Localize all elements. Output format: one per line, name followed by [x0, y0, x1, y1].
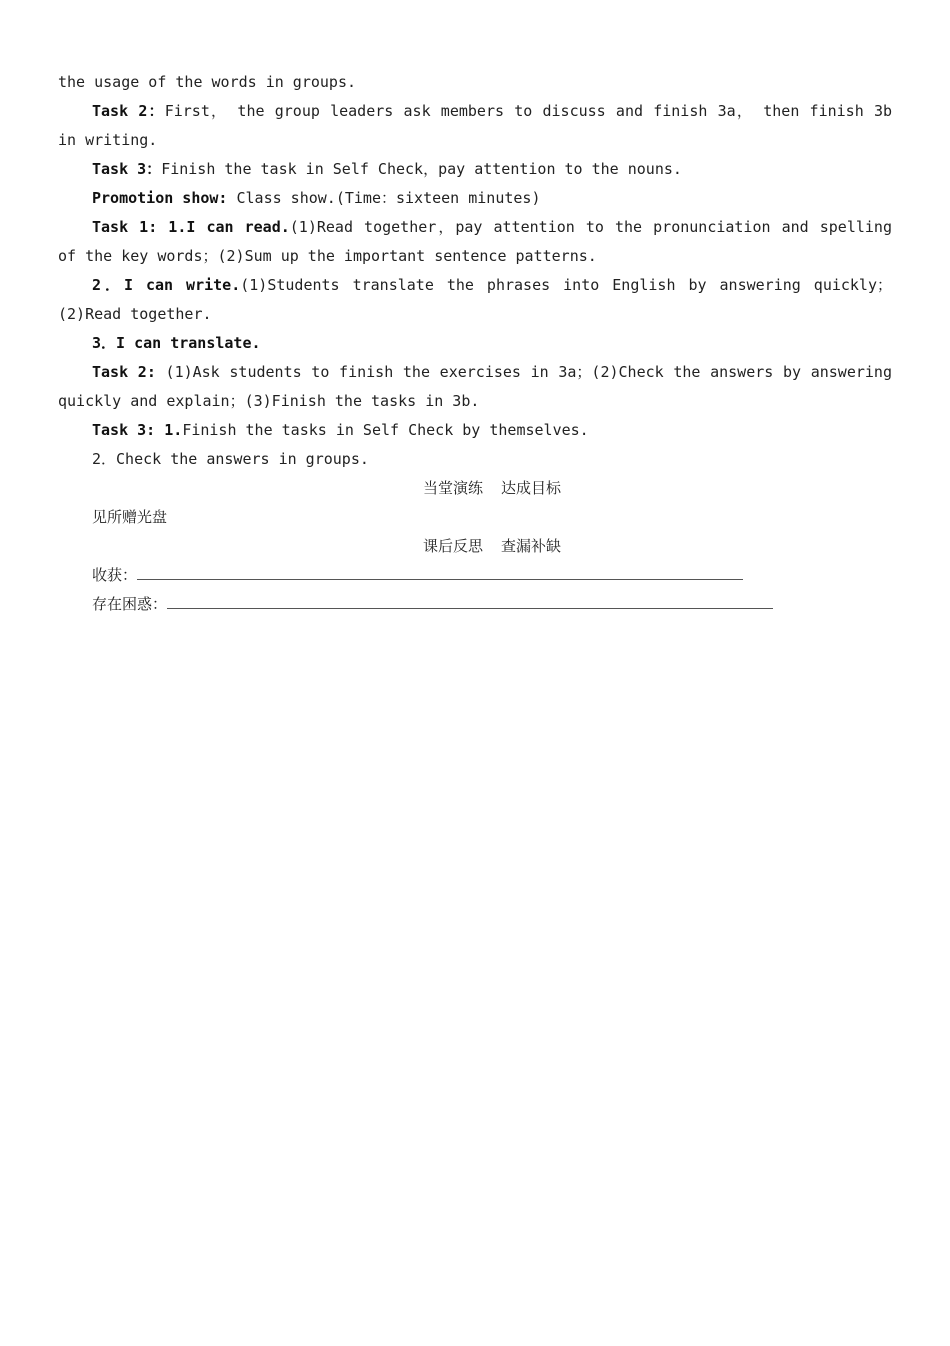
- promotion-show-label: Promotion show:: [92, 189, 228, 207]
- section-heading-reflection-part1: 课后反思: [422, 537, 483, 555]
- task2-exercises-label: Task 2:: [92, 363, 156, 381]
- section-heading-practice: [58, 474, 892, 503]
- i-can-read-label: Task 1: 1.I can read.: [92, 218, 290, 236]
- section-heading-practice-part1: 当堂演练: [422, 479, 483, 497]
- paragraph-disc-note: 见所赠光盘: [92, 508, 168, 526]
- task3-self-check-text: Finish the tasks in Self Check by themselves.: [182, 421, 589, 439]
- problem-label: 存在困惑：: [92, 595, 168, 613]
- i-can-write-text: (1)Students translate the phrases into English by answering quickly；(2)Read together.: [58, 276, 892, 323]
- paragraph-task2: [58, 97, 892, 155]
- i-can-read-text: (1)Read together，pay attention to the pronunciation and spelling of the key words；(2)Sum up the important sentence patterns.: [58, 218, 892, 265]
- paragraph-i-can-translate: [58, 329, 892, 358]
- i-can-translate-label: 3．I can translate.: [92, 334, 261, 352]
- task2-label: Task 2：: [92, 102, 165, 120]
- task2-text: First， the group leaders ask members to discuss and finish 3a， then finish 3b in writing.: [58, 102, 893, 149]
- task3-text: Finish the task in Self Check，pay attention to the nouns.: [161, 160, 682, 178]
- problem-blank[interactable]: [167, 591, 773, 609]
- paragraph-task3-self-check: [58, 416, 892, 445]
- paragraph-i-can-read: [58, 213, 892, 271]
- section-heading-practice-part2: 达成目标: [501, 479, 562, 497]
- i-can-write-label: 2．I can write.: [92, 276, 241, 294]
- paragraph-promotion-show: [58, 184, 892, 213]
- promotion-show-text: Class show.(Time：sixteen minutes): [227, 189, 541, 207]
- document-body: [58, 68, 892, 619]
- gain-label: 收获：: [92, 566, 138, 584]
- paragraph-check-answers: 2．Check the answers in groups.: [92, 450, 369, 468]
- section-heading-reflection-part2: 查漏补缺: [501, 537, 562, 555]
- task3-self-check-label: Task 3: 1.: [92, 421, 183, 439]
- paragraph-task3: [58, 155, 892, 184]
- paragraph-usage: the usage of the words in groups.: [58, 73, 357, 91]
- gain-line: [58, 561, 892, 590]
- paragraph-task2-exercises: [58, 358, 892, 416]
- problem-line: [58, 590, 892, 619]
- section-heading-reflection: [58, 532, 892, 561]
- paragraph-i-can-write: [58, 271, 892, 329]
- gain-blank[interactable]: [137, 562, 743, 580]
- task3-label: Task 3：: [92, 160, 162, 178]
- task2-exercises-text: (1)Ask students to finish the exercises in 3a；(2)Check the answers by answering quickly and explain；(3)Finish the tasks in 3b.: [58, 363, 892, 410]
